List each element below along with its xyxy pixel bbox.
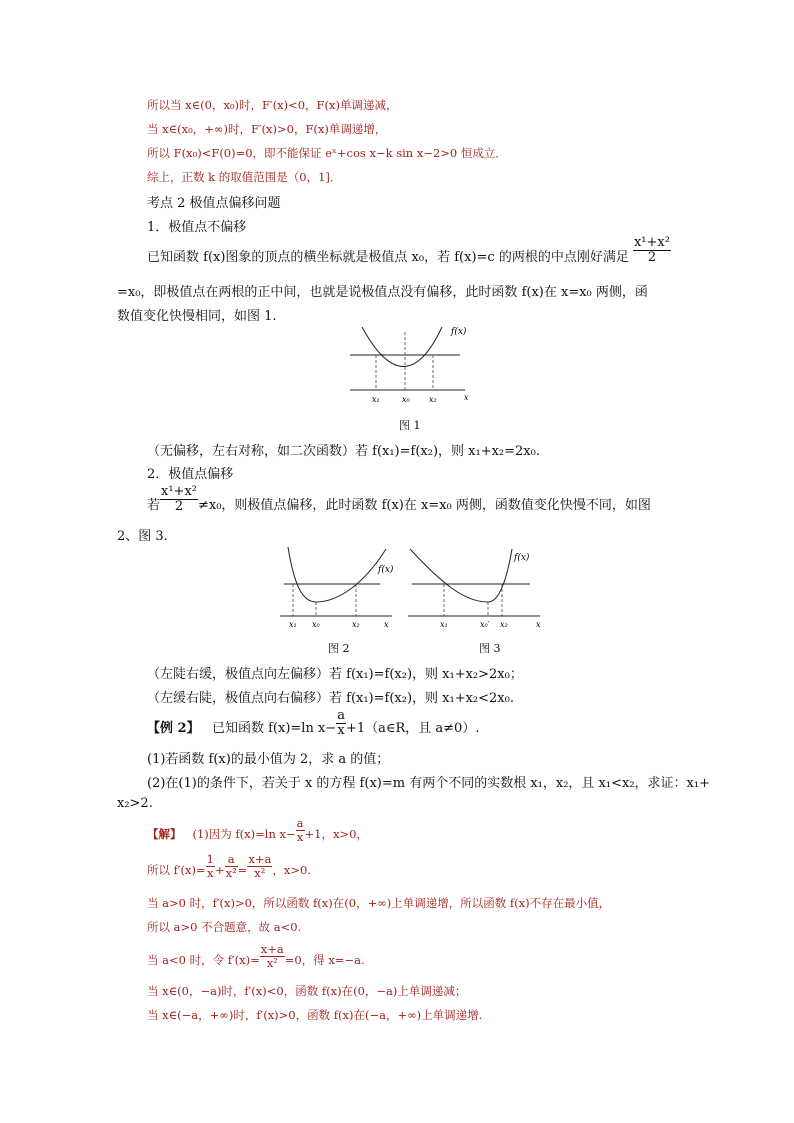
svg-text:x₂: x₂ xyxy=(500,620,508,629)
figure-1-caption: 图 1 xyxy=(399,419,421,432)
paragraph-line: 2、图 3. xyxy=(117,529,168,544)
figure-3-caption: 图 3 xyxy=(479,642,501,655)
subheading: 2．极值点偏移 xyxy=(147,467,234,482)
fraction: $\frac{x+a}{\text{x²}}$ xyxy=(260,942,284,970)
svg-text:x₁: x₁ xyxy=(289,620,297,629)
figure-2-caption: 图 2 xyxy=(328,642,350,655)
question-2: (2)在(1)的条件下，若关于 x 的方程 f(x)=m 有两个不同的实数根 x₁，x₂，且 x₁<x₂，求证：x₁+ xyxy=(147,776,710,791)
figure-1-graph xyxy=(340,322,480,414)
curve xyxy=(288,547,386,602)
paragraph-text: 若 xyxy=(147,498,161,513)
svg-text:x₂: x₂ xyxy=(429,395,437,404)
fraction-midpoint: $\frac{\text{x¹+x²}}{2}$ xyxy=(161,484,197,514)
fx-label: f(x) xyxy=(451,327,467,337)
fraction-denominator: 2 xyxy=(647,250,657,265)
fraction: $\frac{1}{x}$ xyxy=(206,852,214,880)
paragraph-line xyxy=(147,484,651,514)
paragraph-line: =x₀，即极值点在两根的正中间，也就是说极值点没有偏移，此时函数 f(x)在 x=x₀ 两侧，函 xyxy=(117,285,648,300)
question-1: (1)若函数 f(x)的最小值为 2，求 a 的值； xyxy=(147,752,390,767)
figure-2-graph xyxy=(276,544,398,636)
svg-text:f(x): f(x) xyxy=(514,553,530,563)
svg-text:x₁: x₁ xyxy=(440,620,448,629)
figure-3-graph xyxy=(404,544,548,636)
svg-text:x₁: x₁ xyxy=(372,395,380,404)
svg-text:x₀: x₀ xyxy=(402,395,410,404)
paragraph-text: 已知函数 f(x)图象的顶点的横坐标就是极值点 x₀，若 f(x)=c 的两根的中点刚好满足 xyxy=(147,250,629,265)
question-2-cont: x₂>2. xyxy=(117,796,153,811)
svg-text:f(x): f(x) xyxy=(378,565,394,575)
solution-line: 【解】 (1)因为 f(x)=ln x− $\frac{a}{x}$ +1，x>0， xyxy=(147,816,368,844)
solution-line: 当 x∈(0，−a)时，f′(x)<0，函数 f(x)在(0，−a)上单调递减； xyxy=(147,984,467,998)
example-label: 【例 2】 xyxy=(147,721,200,736)
fraction: $\frac{x+a}{\text{x²}}$ xyxy=(248,852,272,880)
paragraph-line: （左陡右缓，极值点向左偏移）若 f(x₁)=f(x₂)，则 x₁+x₂>2x₀； xyxy=(147,667,523,682)
text-line: 所以当 x∈(0，x₀)时，F′(x)<0，F(x)单调递减， xyxy=(147,98,398,112)
paragraph-text: ≠x₀，则极值点偏移，此时函数 f(x)在 x=x₀ 两侧，函数值变化快慢不同，如图 xyxy=(198,498,651,513)
paragraph-line: （左缓右陡，极值点向右偏移）若 f(x₁)=f(x₂)，则 x₁+x₂<2x₀. xyxy=(147,691,514,706)
solution-line: 当 x∈(−a，+∞)时，f′(x)>0，函数 f(x)在(−a，+∞)上单调递增. xyxy=(147,1008,483,1022)
svg-text:x: x xyxy=(464,393,469,402)
solution-line: 所以 a>0 不合题意，故 a<0. xyxy=(147,920,302,934)
solution-line: 当 a>0 时，f′(x)>0，所以函数 f(x)在(0，+∞)上单调递增，所以函数 f(x)不存在最小值， xyxy=(147,896,611,910)
svg-text:x: x xyxy=(536,620,541,629)
paragraph-line: 数值变化快慢相同，如图 1. xyxy=(117,309,277,324)
paragraph-line: （无偏移，左右对称，如二次函数）若 f(x₁)=f(x₂)，则 x₁+x₂=2x₀. xyxy=(147,444,540,459)
fraction-numerator: x¹+x² xyxy=(633,235,670,251)
svg-text:x₀′: x₀′ xyxy=(480,620,490,629)
section-heading: 考点 2 极值点偏移问题 xyxy=(147,196,281,211)
svg-text:x₀: x₀ xyxy=(312,620,320,629)
solution-label: 【解】 xyxy=(147,827,182,841)
text-line: 综上，正数 k 的取值范围是（0，1]． xyxy=(147,170,342,184)
subheading: 1．极值点不偏移 xyxy=(147,220,247,235)
fraction: $\frac{a}{\text{x²}}$ xyxy=(225,852,237,880)
paragraph-line xyxy=(147,235,671,265)
solution-line: 当 a<0 时，令 f′(x)= $\frac{x+a}{\text{x²}}$ =0，得 x=−a. xyxy=(147,942,365,970)
solution-line: 所以 f′(x)= $\frac{1}{x}$ + $\frac{a}{\text{x²}}$ = $\frac{x+a}{\text{x²}}$ ，x>0. xyxy=(147,852,311,880)
svg-text:x₂: x₂ xyxy=(352,620,360,629)
fraction: $\frac{a}{x}$ xyxy=(296,816,304,844)
parabola-curve xyxy=(362,327,442,367)
svg-text:x: x xyxy=(384,620,389,629)
fraction-midpoint xyxy=(633,236,671,264)
text-line: 当 x∈(x₀，+∞)时，F′(x)>0，F(x)单调递增， xyxy=(147,122,387,136)
example-line: 【例 2】 已知函数 f(x)=ln x− $\frac{a}{x}$ +1（a∈R，且 a≠0）. xyxy=(147,708,480,738)
curve xyxy=(410,549,512,602)
text-line: 所以 F(x₀)<F(0)=0，即不能保证 eˣ+cos x−k sin x−2>0 恒成立． xyxy=(147,146,507,160)
fraction: $\frac{a}{x}$ xyxy=(337,708,345,738)
